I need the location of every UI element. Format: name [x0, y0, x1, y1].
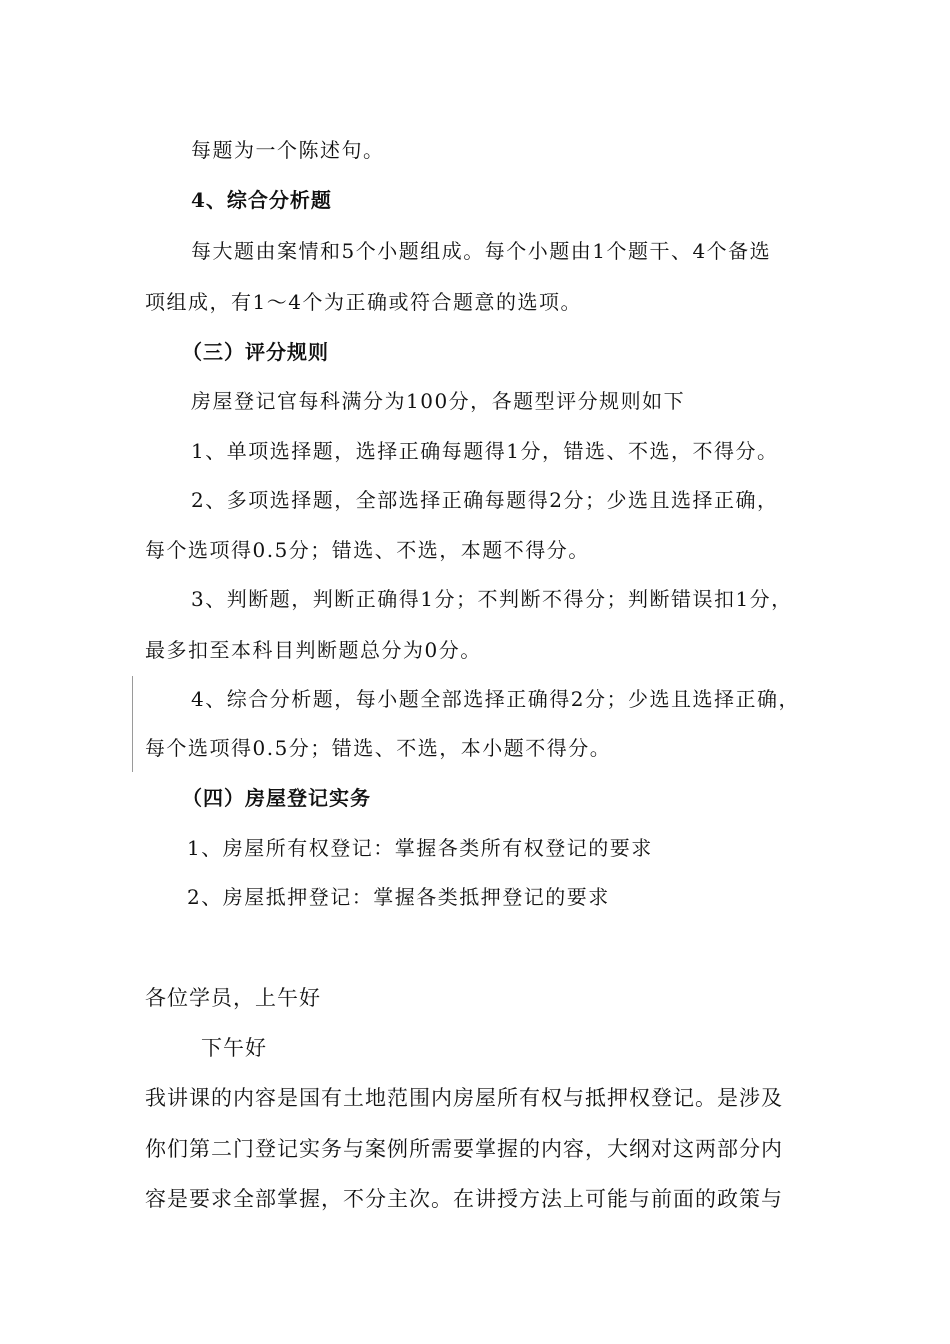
text-line-16: 2、房屋抵押登记：掌握各类抵押登记的要求 [187, 885, 610, 909]
margin-rule [132, 676, 133, 772]
greeting-morning: 各位学员，上午好 [145, 986, 321, 1010]
text-line-8: 2、多项选择题，全部选择正确每题得2分；少选且选择正确， [191, 488, 779, 512]
greeting-afternoon: 下午好 [201, 1036, 267, 1060]
text-line-4: 项组成，有1～4个为正确或符合题意的选项。 [145, 290, 582, 314]
text-line-7: 1、单项选择题，选择正确每题得1分，错选、不选，不得分。 [191, 439, 779, 463]
section-heading-registration-practice: （四）房屋登记实务 [182, 786, 371, 810]
text-line-11: 最多扣至本科目判断题总分为0分。 [145, 638, 482, 662]
section-heading-scoring-rules: （三）评分规则 [182, 340, 329, 364]
text-line-15: 1、房屋所有权登记：掌握各类所有权登记的要求 [187, 836, 653, 860]
text-line-9: 每个选项得0.5分；错选、不选，本题不得分。 [145, 538, 590, 562]
section-heading-comprehensive-analysis: 4、综合分析题 [191, 188, 332, 212]
text-line-12: 4、综合分析题，每小题全部选择正确得2分；少选且选择正确， [191, 687, 800, 711]
text-line-3: 每大题由案情和5个小题组成。每个小题由1个题干、4个备选 [191, 239, 772, 263]
lecture-line-1: 我讲课的内容是国有土地范围内房屋所有权与抵押权登记。是涉及 [145, 1086, 783, 1110]
text-line-10: 3、判断题，判断正确得1分；不判断不得分；判断错误扣1分， [191, 587, 793, 611]
lecture-line-3: 容是要求全部掌握，不分主次。在讲授方法上可能与前面的政策与 [145, 1187, 783, 1211]
text-line-13: 每个选项得0.5分；错选、不选，本小题不得分。 [145, 736, 612, 760]
lecture-line-2: 你们第二门登记实务与案例所需要掌握的内容，大纲对这两部分内 [145, 1137, 783, 1161]
text-line-1: 每题为一个陈述句。 [191, 138, 385, 162]
text-line-6: 房屋登记官每科满分为100分，各题型评分规则如下 [191, 389, 686, 413]
